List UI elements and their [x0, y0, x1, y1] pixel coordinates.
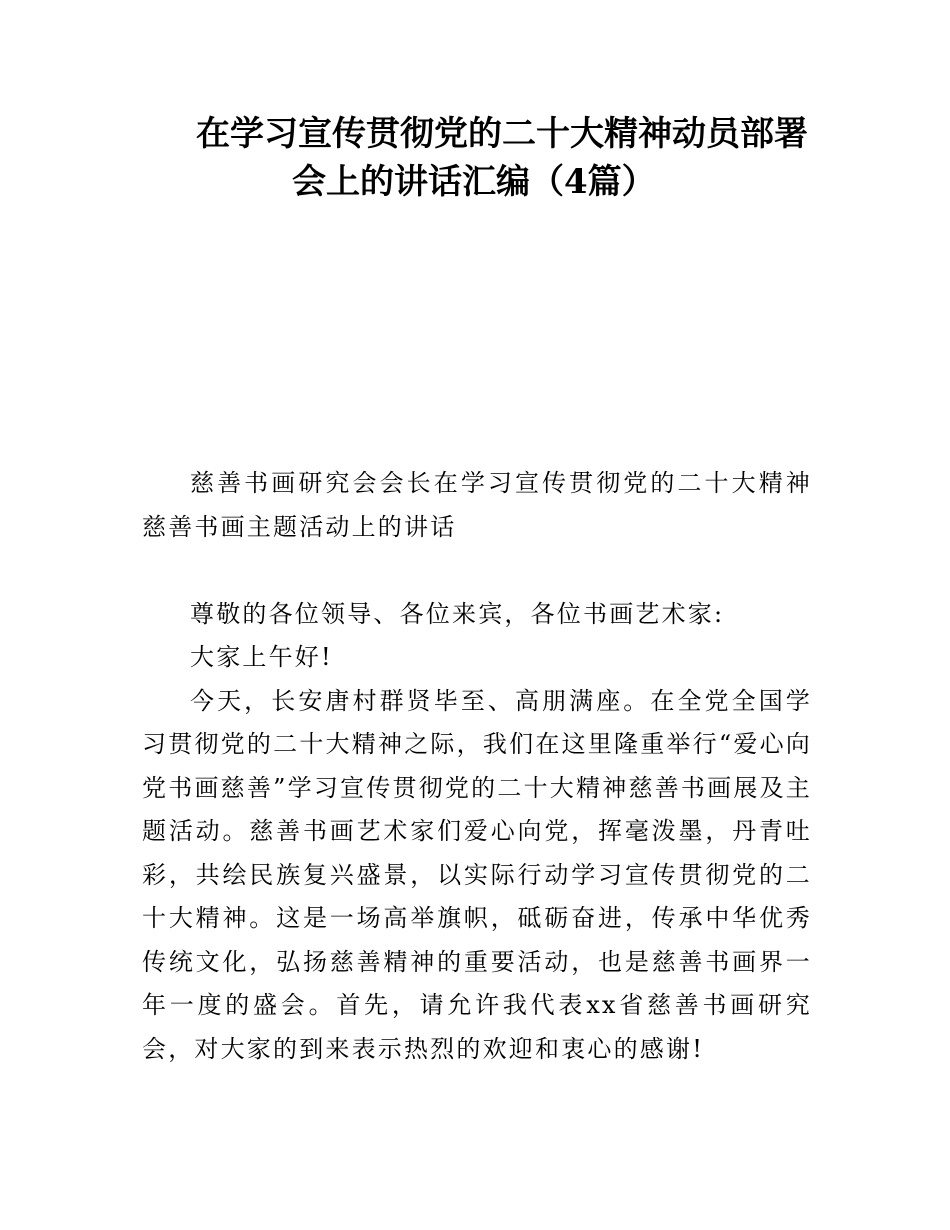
salutation: 尊敬的各位领导、各位来宾，各位书画艺术家:: [190, 599, 725, 628]
title-line-2: 会上的讲话汇编（4篇）: [292, 162, 656, 202]
speech-heading: 慈善书画研究会会长在学习宣传贯彻党的二十大精神慈善书画主题活动上的讲话: [142, 469, 812, 541]
document-title: [140, 110, 810, 206]
paragraph-1: 今天，长安唐村群贤毕至、高朋满座。在全党全国学习贯彻党的二十大精神之际，我们在这里隆重举行“爱心向党书画慈善”学习宣传贯彻党的二十大精神慈善书画展及主题活动。慈善书画艺术家们爱心向党，挥毫泼墨，丹青吐彩，共绘民族复兴盛景，以实际行动学习宣传贯彻党的二十大精神。这是一场高举旗帜，砥砺奋进，传承中华优秀传统文化，弘扬慈善精神的重要活动，也是慈善书画界一年一度的盛会。首先，请允许我代表xx省慈善书画研究会，对大家的到来表示热烈的欢迎和衷心的感谢!: [142, 686, 812, 1063]
greeting: 大家上午好!: [190, 643, 333, 671]
document-body: [142, 462, 812, 1071]
title-line-1: 在学习宣传贯彻党的二十大精神动员部署: [196, 114, 808, 154]
